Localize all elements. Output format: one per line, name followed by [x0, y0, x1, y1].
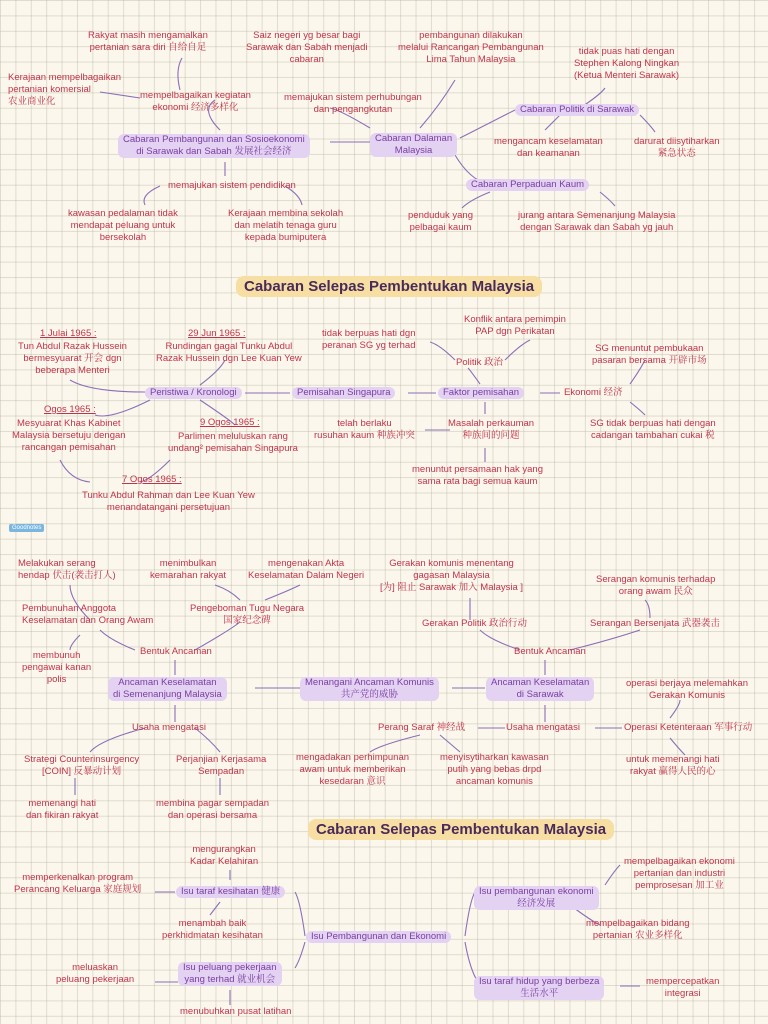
- s4-perancang: memperkenalkan program Perancang Keluarga 家庭规划: [14, 872, 142, 895]
- s2-peristiwa-node: Peristiwa / Kronologi: [145, 387, 242, 399]
- s2-center-node: Pemisahan Singapura: [292, 387, 395, 399]
- s2-sgmenuntut: SG menuntut pembukaan pasaran bersama 开辟市场: [592, 343, 707, 366]
- s3-putih: menyisytiharkan kawasan putih yang bebas drpd ancaman komunis: [440, 752, 549, 787]
- connector: [630, 402, 645, 415]
- title-1: Cabaran Selepas Pembentukan Malaysia: [236, 276, 542, 297]
- s1-center-node: Cabaran Dalaman Malaysia: [370, 133, 457, 157]
- s3-kemarahan: menimbulkan kemarahan rakyat: [150, 558, 227, 581]
- s2-d5-date: 7 Ogos 1965 :: [122, 474, 182, 485]
- s4-kadar: mengurangkan Kadar Kelahiran: [190, 844, 259, 867]
- s4-kesihatan-node: Isu taraf kesihatan 健康: [176, 886, 285, 898]
- s1-kerajaan: Kerajaan mempelbagaikan pertanian komersial 农业商业化: [8, 72, 122, 107]
- s1-ekonomi-node: Cabaran Pembangunan dan Sosioekonomi di Sarawak dan Sabah 发展社会经济: [118, 134, 310, 158]
- s2-d5-text: Tunku Abdul Rahman dan Lee Kuan Yew menandatangani persetujuan: [82, 490, 255, 513]
- s3-operasi2: operasi berjaya melemahkan Gerakan Komunis: [626, 678, 748, 701]
- s1-kawasan: kawasan pedalaman tidak mendapat peluang untuk bersekolah: [68, 208, 178, 243]
- s2-masalah: Masalah perkauman 种族间的问题: [448, 418, 535, 441]
- connector: [265, 585, 300, 600]
- s3-gerakanpol: Gerakan Politik 政治行动: [422, 618, 528, 629]
- s2-d3-text: Mesyuarat Khas Kabinet Malaysia bersetuju dengan rancangan pemisahan: [12, 418, 126, 453]
- s2-tidakberpuas: tidak berpuas hati dgn peranan SG yg terhad: [322, 328, 416, 351]
- s4-pekerjaan-node: Isu peluang pekerjaan yang terhad 就业机会: [178, 962, 282, 986]
- connector: [370, 735, 420, 752]
- connector: [420, 80, 455, 128]
- s3-serang: Melakukan serang hendap 伏击(袭击打人): [18, 558, 116, 581]
- s2-d3-date: Ogos 1965 :: [44, 404, 96, 415]
- connector: [645, 600, 650, 618]
- s1-kepelbagaian: mempelbagaikan kegiatan ekonomi 经济多样化: [140, 90, 251, 113]
- s3-serangkom: Serangan komunis terhadap orang awam 民众: [596, 574, 716, 597]
- s1-politik-node: Cabaran Politik di Sarawak: [515, 104, 639, 116]
- s1-darurat: darurat diisytiharkan 紧急状态: [634, 136, 720, 159]
- s3-perhimpunan: mengadakan perhimpunan awam untuk memberikan kesedaran 意识: [296, 752, 410, 787]
- connector: [144, 186, 160, 205]
- s3-bentuk1: Bentuk Ancaman: [140, 646, 212, 657]
- connector: [605, 865, 620, 885]
- s2-ekonomi: Ekonomi 经济: [564, 387, 623, 398]
- s3-semenanjung-node: Ancaman Keselamatan di Semenanjung Malaysia: [108, 677, 227, 701]
- connector: [440, 735, 460, 752]
- connector: [100, 630, 135, 650]
- s3-menangkan: memenangi hati dan fikiran rakyat: [26, 798, 99, 821]
- s3-bentuk2: Bentuk Ancaman: [514, 646, 586, 657]
- s3-usaha2: Usaha mengatasi: [506, 722, 580, 733]
- connector: [178, 58, 182, 90]
- s3-pagar: membina pagar sempadan dan operasi bersama: [156, 798, 270, 821]
- s1-sekolah: Kerajaan membina sekolah dan melatih tenaga guru kepada bumiputera: [228, 208, 344, 243]
- connector: [295, 942, 305, 968]
- s3-pengeboman: Pengeboman Tugu Negara 国家纪念碑: [190, 603, 305, 626]
- s3-operasi: Operasi Ketenteraan 军事行动: [624, 722, 753, 733]
- s3-akta: mengenakan Akta Keselamatan Dalam Negeri: [248, 558, 365, 581]
- connector: [210, 902, 220, 915]
- connector: [670, 738, 685, 755]
- connector: [460, 110, 515, 138]
- s1-saiz: Saiz negeri yg besar bagi Sarawak dan Sabah menjadi cabaran: [246, 30, 368, 65]
- s2-d4-date: 9 Ogos 1965 :: [200, 417, 260, 428]
- connector: [640, 115, 655, 132]
- s3-serangan: Serangan Bersenjata 武器袭击: [590, 618, 720, 629]
- s2-d4-text: Parlimen meluluskan rang undang² pemisahan Singapura: [168, 431, 298, 454]
- connector: [295, 892, 305, 936]
- s1-perpaduan-node: Cabaran Perpaduan Kaum: [466, 179, 589, 191]
- s1-mengancam: mengancam keselamatan dan keamanan: [494, 136, 603, 159]
- connector: [430, 342, 455, 360]
- connector: [70, 635, 80, 650]
- connector: [468, 368, 480, 384]
- s4-industri: mempelbagaikan ekonomi pertanian dan industri pemprosesan 加工业: [624, 856, 735, 891]
- s1-penduduk: penduduk yang pelbagai kaum: [408, 210, 473, 233]
- connector: [545, 115, 560, 130]
- connector: [600, 192, 615, 206]
- s3-center-node: Menangani Ancaman Komunis 共产党的威胁: [300, 677, 439, 701]
- s2-d1-text: Tun Abdul Razak Hussein bermesyuarat 开会 dgn beberapa Menteri: [18, 341, 127, 376]
- s1-perhubungan: memajukan sistem perhubungan dan pengangkutan: [284, 92, 422, 115]
- connector: [215, 585, 240, 600]
- s1-jurang: jurang antara Semenanjung Malaysia dengan Sarawak dan Sabah yg jauh: [518, 210, 676, 233]
- s3-pembunuhan: Pembunuhan Anggota Keselamatan dan Orang Awam: [22, 603, 154, 626]
- s2-sgtidak: SG tidak berpuas hati dengan cadangan tambahan cukai 税: [590, 418, 716, 441]
- connector: [95, 400, 150, 416]
- s1-rakyat: Rakyat masih mengamalkan pertanian sara diri 自给自足: [88, 30, 208, 53]
- connector: [505, 340, 530, 360]
- s2-menuntut: menuntut persamaan hak yang sama rata bagi semua kaum: [412, 464, 543, 487]
- s4-pembangunan-node: Isu pembangunan ekonomi 经济发展: [474, 886, 599, 910]
- title-2: Cabaran Selepas Pembentukan Malaysia: [308, 819, 614, 840]
- s4-integrasi: mempercepatkan integrasi: [646, 976, 720, 999]
- connector: [60, 460, 90, 482]
- s3-gerakan: Gerakan komunis menentang gagasan Malaysia [为] 阻止 Sarawak 加入 Malaysia ]: [380, 558, 524, 593]
- s2-d1-date: 1 Julai 1965 :: [40, 328, 97, 339]
- s3-perjanjian: Perjanjian Kerjasama Sempadan: [176, 754, 267, 777]
- s3-membunuh: membunuh pengawai kanan polis: [22, 650, 92, 685]
- s3-usaha1: Usaha mengatasi: [132, 722, 206, 733]
- s4-meluaskan: meluaskan peluang pekerjaan: [56, 962, 135, 985]
- s1-tidakpuas: tidak puas hati dengan Stephen Kalong Ningkan (Ketua Menteri Sarawak): [574, 46, 680, 81]
- s4-baik: menambah baik perkhidmatan kesihatan: [162, 918, 263, 941]
- connector: [70, 380, 145, 392]
- s3-hati: untuk memenangi hati rakyat 赢得人民的心: [626, 754, 720, 777]
- s4-center-node: Isu Pembangunan dan Ekonomi: [306, 931, 451, 943]
- connector: [462, 192, 490, 208]
- s3-strategi: Strategi Counterinsurgency [COIN] 反暴动计划: [24, 754, 140, 777]
- s4-latihan: menubuhkan pusat latihan: [180, 1006, 292, 1017]
- s3-perang: Perang Saraf 神经战: [378, 722, 466, 733]
- s2-d2-text: Rundingan gagal Tunku Abdul Razak Hussein dgn Lee Kuan Yew: [156, 341, 302, 364]
- connector: [670, 700, 680, 718]
- s1-pembangunan: pembangunan dilakukan melalui Rancangan Pembangunan Lima Tahun Malaysia: [398, 30, 544, 65]
- s2-politik: Politik 政治: [456, 357, 503, 368]
- s4-hidup-node: Isu taraf hidup yang berbeza 生活水平: [474, 976, 604, 1000]
- s1-pendidikan: memajukan sistem pendidikan: [168, 180, 296, 191]
- s2-faktor-node: Faktor pemisahan: [438, 387, 524, 399]
- goodnotes-watermark: Goodnotes: [9, 524, 44, 532]
- s3-sarawak-node: Ancaman Keselamatan di Sarawak: [486, 677, 594, 701]
- s2-rusuhan: telah berlaku rusuhan kaum 种族冲突: [314, 418, 415, 441]
- s4-pertanian: mempelbagaikan bidang pertanian 农业多样化: [586, 918, 690, 941]
- s2-konflik: Konflik antara pemimpin PAP dgn Perikatan: [464, 314, 566, 337]
- s2-d2-date: 29 Jun 1965 :: [188, 328, 246, 339]
